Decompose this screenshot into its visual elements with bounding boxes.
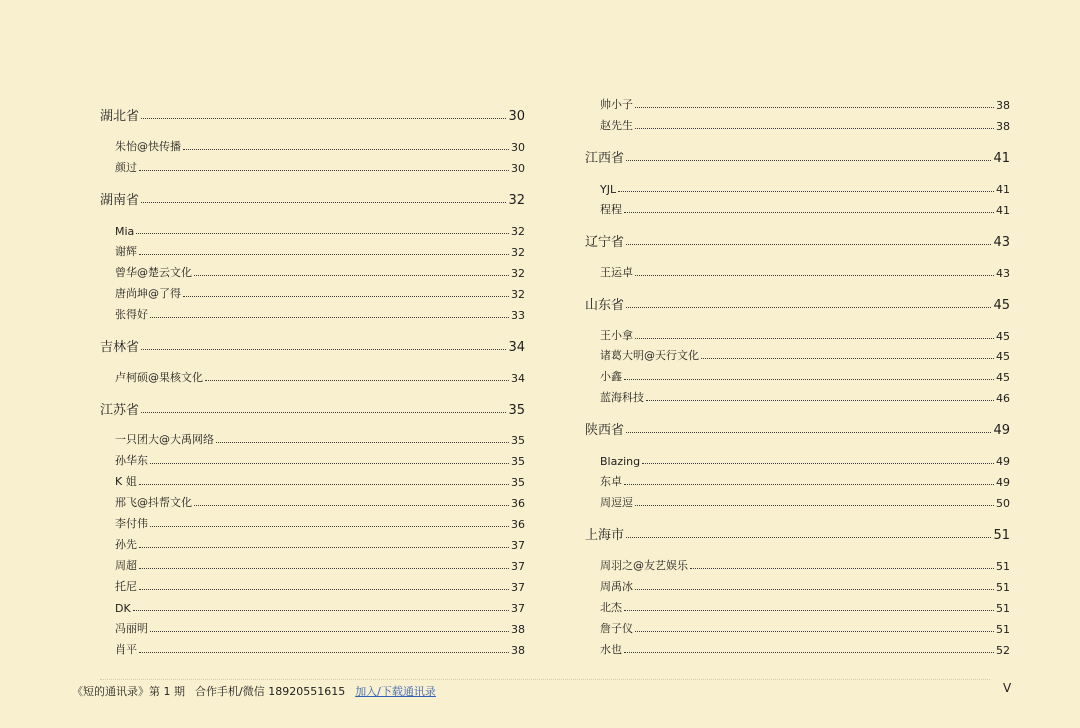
toc-entry-label: 江苏省 xyxy=(100,403,140,418)
dot-leader xyxy=(690,568,994,569)
toc-entry-page: 51 xyxy=(996,623,1010,636)
dot-leader xyxy=(150,631,509,632)
dot-leader xyxy=(635,589,994,590)
dot-leader xyxy=(642,463,994,464)
dot-leader xyxy=(618,191,994,192)
dot-leader xyxy=(141,349,506,350)
toc-entry-label: 程程 xyxy=(600,203,622,216)
dot-leader xyxy=(635,128,994,129)
dot-leader xyxy=(194,505,509,506)
toc-entry-page: 32 xyxy=(511,246,525,259)
dot-leader xyxy=(635,338,994,339)
dot-leader xyxy=(139,547,509,548)
toc-entry-label: 湖南省 xyxy=(100,193,140,208)
toc-entry[interactable] xyxy=(585,579,1010,594)
toc-entry-label: 王小拿 xyxy=(600,329,633,342)
toc-entry-page: 30 xyxy=(508,109,525,124)
toc-entry-page: 32 xyxy=(508,193,525,208)
toc-entry-page: 51 xyxy=(993,528,1010,543)
toc-entry-label: 北杰 xyxy=(600,601,622,614)
toc-entry[interactable] xyxy=(100,537,525,552)
toc-entry-page: 37 xyxy=(511,581,525,594)
dot-leader xyxy=(139,484,509,485)
toc-entry-label: 卢柯硕@果核文化 xyxy=(115,371,203,384)
toc-entry[interactable] xyxy=(100,516,525,531)
toc-entry[interactable] xyxy=(585,97,1010,112)
toc-entry-label: 帅小子 xyxy=(600,98,633,111)
toc-entry[interactable] xyxy=(585,328,1010,343)
toc-entry[interactable] xyxy=(100,558,525,573)
toc-entry-page: 34 xyxy=(508,340,525,355)
toc-entry[interactable] xyxy=(100,642,525,657)
toc-entry-label: 周逗逗 xyxy=(600,496,633,509)
dot-leader xyxy=(635,505,994,506)
toc-entry[interactable] xyxy=(585,369,1010,384)
toc-entry-page: 51 xyxy=(996,581,1010,594)
toc-entry[interactable] xyxy=(100,474,525,489)
toc-entry[interactable] xyxy=(100,265,525,280)
dot-leader xyxy=(205,380,509,381)
toc-entry[interactable] xyxy=(585,390,1010,405)
toc-entry[interactable] xyxy=(585,265,1010,280)
toc-entry-label: K 姐 xyxy=(115,475,137,488)
toc-entry-label: 孙华东 xyxy=(115,454,148,467)
toc-entry[interactable] xyxy=(100,307,525,322)
toc-section-heading[interactable] xyxy=(585,232,1010,250)
dot-leader xyxy=(139,652,509,653)
dot-leader xyxy=(141,118,506,119)
toc-entry-label: 吉林省 xyxy=(100,340,140,355)
dot-leader xyxy=(141,202,506,203)
toc-entry[interactable] xyxy=(100,600,525,615)
toc-entry-page: 30 xyxy=(511,162,525,175)
dot-leader xyxy=(701,358,994,359)
page-number: V xyxy=(1003,681,1012,695)
toc-entry[interactable] xyxy=(585,600,1010,615)
toc-entry-page: 32 xyxy=(511,267,525,280)
toc-entry-label: 谢辉 xyxy=(115,245,137,258)
toc-entry[interactable] xyxy=(585,453,1010,468)
toc-entry-label: 小鑫 xyxy=(600,370,622,383)
toc-entry-page: 43 xyxy=(993,235,1010,250)
toc-entry-label: 邢飞@抖帮文化 xyxy=(115,496,192,509)
toc-entry-label: 赵先生 xyxy=(600,119,633,132)
toc-entry-label: 湖北省 xyxy=(100,109,140,124)
toc-entry-page: 34 xyxy=(511,372,525,385)
dot-leader xyxy=(635,275,994,276)
dot-leader xyxy=(150,317,509,318)
toc-entry-page: 33 xyxy=(511,309,525,322)
toc-entry-label: 辽宁省 xyxy=(585,235,625,250)
toc-entry-label: 曾华@楚云文化 xyxy=(115,266,192,279)
dot-leader xyxy=(635,631,994,632)
toc-entry[interactable] xyxy=(100,286,525,301)
toc-section-heading[interactable] xyxy=(585,148,1010,166)
toc-entry-page: 36 xyxy=(511,518,525,531)
toc-entry-label: 张得好 xyxy=(115,308,148,321)
toc-entry-label: 唐尚坤@了得 xyxy=(115,287,181,300)
toc-entry[interactable] xyxy=(100,160,525,175)
toc-entry-label: YJL xyxy=(600,183,617,196)
toc-entry-label: 托尼 xyxy=(115,580,137,593)
dot-leader xyxy=(624,212,994,213)
toc-entry[interactable] xyxy=(100,453,525,468)
dot-leader xyxy=(626,244,991,245)
toc-entry-label: Blazing xyxy=(600,455,641,468)
toc-entry-page: 46 xyxy=(996,392,1010,405)
toc-entry-label: 肖平 xyxy=(115,643,137,656)
toc-entry-page: 35 xyxy=(508,403,525,418)
toc-entry-page: 38 xyxy=(511,644,525,657)
footer xyxy=(72,683,436,699)
dot-leader xyxy=(150,526,509,527)
toc-entry-label: 山东省 xyxy=(585,298,625,313)
dot-leader xyxy=(183,149,509,150)
toc-entry[interactable] xyxy=(585,181,1010,196)
toc-entry-label: 孙先 xyxy=(115,538,137,551)
toc-entry-page: 41 xyxy=(996,204,1010,217)
toc-entry-page: 30 xyxy=(511,141,525,154)
toc-entry-page: 45 xyxy=(996,330,1010,343)
toc-entry[interactable] xyxy=(100,370,525,385)
dot-leader xyxy=(216,442,509,443)
dot-leader xyxy=(624,484,994,485)
contact-info: 合作手机/微信 18920551615 xyxy=(195,685,346,698)
toc-entry[interactable] xyxy=(585,642,1010,657)
dot-leader xyxy=(646,400,994,401)
toc-entry-page: 45 xyxy=(996,371,1010,384)
toc-entry-page: 41 xyxy=(993,151,1010,166)
toc-entry-page: 51 xyxy=(996,560,1010,573)
toc-entry-label: 东卓 xyxy=(600,475,622,488)
toc-entry-page: 37 xyxy=(511,539,525,552)
dot-leader xyxy=(626,160,991,161)
toc-entry-page: 49 xyxy=(996,476,1010,489)
dot-leader xyxy=(141,412,506,413)
toc-entry[interactable] xyxy=(585,202,1010,217)
toc-entry-page: 35 xyxy=(511,476,525,489)
toc-entry[interactable] xyxy=(585,474,1010,489)
toc-entry-label: 诸葛大明@天行文化 xyxy=(600,349,699,362)
dot-leader xyxy=(139,170,509,171)
toc-entry-page: 35 xyxy=(511,434,525,447)
toc-entry-page: 38 xyxy=(511,623,525,636)
toc-entry-label: 颜过 xyxy=(115,161,137,174)
toc-section-heading[interactable] xyxy=(100,106,525,124)
toc-entry-page: 38 xyxy=(996,99,1010,112)
toc-entry[interactable] xyxy=(585,118,1010,133)
dot-leader xyxy=(133,610,509,611)
toc-entry-page: 32 xyxy=(511,225,525,238)
toc-entry[interactable] xyxy=(100,621,525,636)
toc-entry[interactable] xyxy=(100,139,525,154)
toc-entry-page: 38 xyxy=(996,120,1010,133)
toc-entry-page: 45 xyxy=(996,350,1010,363)
toc-entry-page: 49 xyxy=(993,423,1010,438)
publication-title: 《短的通讯录》第 1 期 xyxy=(72,685,185,698)
dot-leader xyxy=(139,254,509,255)
join-download-link[interactable]: 加入/下载通讯录 xyxy=(355,685,436,698)
toc-entry-label: DK xyxy=(115,602,131,615)
dot-leader xyxy=(624,379,994,380)
toc-entry-label: 周超 xyxy=(115,559,137,572)
dot-leader xyxy=(136,233,509,234)
dot-leader xyxy=(194,275,509,276)
toc-entry-label: Mia xyxy=(115,225,135,238)
toc-entry[interactable] xyxy=(585,621,1010,636)
dot-leader xyxy=(139,589,509,590)
toc-entry[interactable] xyxy=(585,348,1010,363)
toc-entry-label: 王运卓 xyxy=(600,266,633,279)
dot-leader xyxy=(626,307,991,308)
dot-leader xyxy=(635,107,994,108)
toc-section-heading[interactable] xyxy=(585,420,1010,438)
toc-entry-label: 江西省 xyxy=(585,151,625,166)
dot-leader xyxy=(150,463,509,464)
dot-leader xyxy=(624,610,994,611)
toc-entry-page: 35 xyxy=(511,455,525,468)
toc-entry-label: 周羽之@友艺娱乐 xyxy=(600,559,688,572)
toc-entry-label: 一只团大@大禹网络 xyxy=(115,433,214,446)
dot-leader xyxy=(183,296,509,297)
toc-section-heading[interactable] xyxy=(100,190,525,208)
toc-entry-page: 37 xyxy=(511,602,525,615)
toc-entry-label: 上海市 xyxy=(585,528,625,543)
toc-entry-page: 45 xyxy=(993,298,1010,313)
dot-leader xyxy=(624,652,994,653)
toc-entry[interactable] xyxy=(100,432,525,447)
toc-entry-label: 詹子仪 xyxy=(600,622,633,635)
footer-divider xyxy=(100,679,990,680)
toc-entry-label: 李付伟 xyxy=(115,517,148,530)
toc-entry-label: 周禹冰 xyxy=(600,580,633,593)
toc-entry-page: 52 xyxy=(996,644,1010,657)
toc-entry-label: 朱怡@快传播 xyxy=(115,140,181,153)
toc-section-heading[interactable] xyxy=(585,525,1010,543)
toc-entry[interactable] xyxy=(100,495,525,510)
toc-entry-page: 36 xyxy=(511,497,525,510)
toc-entry[interactable] xyxy=(100,244,525,259)
dot-leader xyxy=(139,568,509,569)
toc-entry-page: 32 xyxy=(511,288,525,301)
dot-leader xyxy=(626,432,991,433)
toc-entry-page: 37 xyxy=(511,560,525,573)
toc-entry[interactable] xyxy=(100,223,525,238)
toc-entry-label: 蓝海科技 xyxy=(600,391,644,404)
toc-entry[interactable] xyxy=(585,558,1010,573)
dot-leader xyxy=(626,537,991,538)
toc-entry-label: 冯丽明 xyxy=(115,622,148,635)
toc-entry[interactable] xyxy=(585,495,1010,510)
toc-section-heading[interactable] xyxy=(100,337,525,355)
toc-entry-label: 陕西省 xyxy=(585,423,625,438)
toc-entry-page: 50 xyxy=(996,497,1010,510)
toc-entry-page: 49 xyxy=(996,455,1010,468)
toc-entry-page: 51 xyxy=(996,602,1010,615)
toc-entry-page: 43 xyxy=(996,267,1010,280)
toc-entry-label: 水也 xyxy=(600,643,622,656)
toc-section-heading[interactable] xyxy=(585,295,1010,313)
toc-entry[interactable] xyxy=(100,579,525,594)
toc-section-heading[interactable] xyxy=(100,400,525,418)
toc-entry-page: 41 xyxy=(996,183,1010,196)
